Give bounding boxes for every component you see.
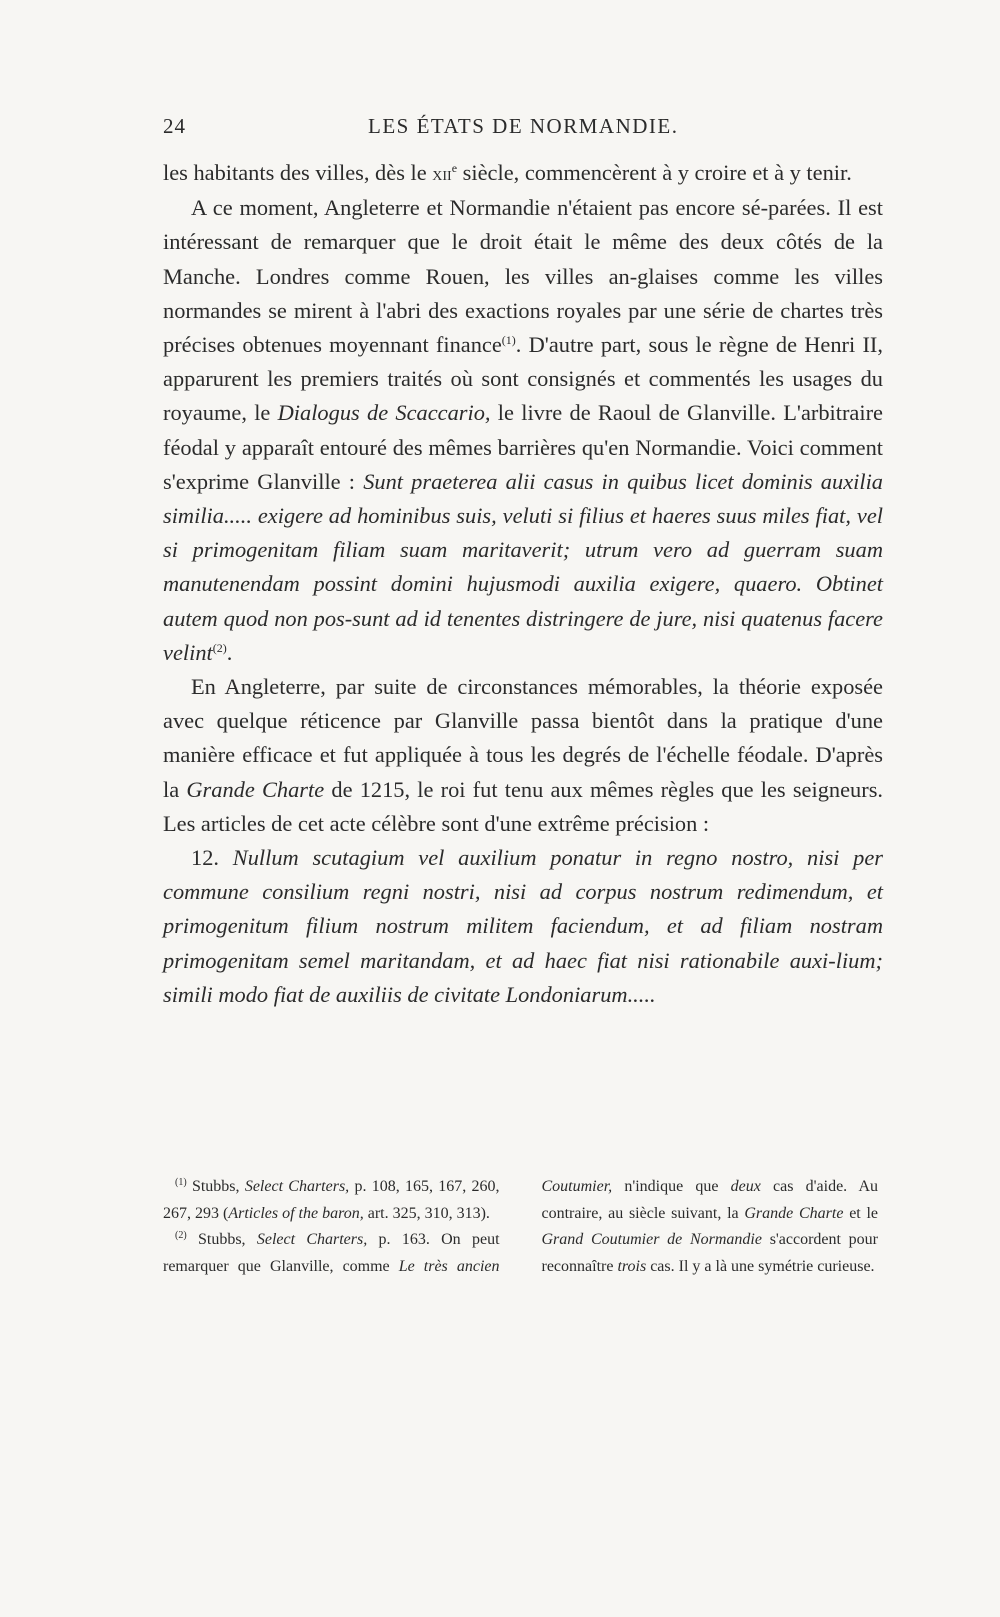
text: s'accordent pour reconnaître — [541, 1231, 879, 1275]
footnotes — [163, 1174, 878, 1280]
text: de 1215, le roi fut tenu aux mêmes règles que les seigneurs. Les articles de cet acte célèbre sont d'une extrême précision : — [163, 776, 883, 836]
text: A ce moment, Angleterre et Normandie n'étaient pas encore sé-parées. Il est intéressant de remarquer que le droit était le même des deux côtés de la Manche. Londres comme Rouen, les villes an-glaises comme les villes normandes se mirent à l'abri des exactions royales par une série de chartes très précises obtenues moyennant finance — [163, 195, 883, 358]
footnote-ref-2[interactable]: (2) — [212, 640, 227, 655]
emphasis: deux — [730, 1178, 761, 1195]
footnote-ref-1[interactable]: (1) — [501, 333, 516, 348]
running-title: LES ÉTATS DE NORMANDIE. — [368, 114, 679, 138]
footnote-mark: (1) — [175, 1177, 187, 1188]
text: Stubbs, — [191, 1178, 240, 1195]
text: cas. Il y a là une symétrie curieuse. — [650, 1257, 875, 1275]
work-title: Dialogus de Scaccario, — [277, 400, 491, 426]
text: siècle, commencèrent à y croire et à y tenir. — [462, 160, 852, 185]
footnote-mark: (2) — [175, 1230, 187, 1241]
text: le livre de Raoul de Glanville. L'arbitraire féodal y apparaît entouré des mêmes barrières qu'en Normandie. Voici comment s'exprime Glanville : — [163, 400, 883, 494]
article-number: 12. — [191, 845, 219, 871]
footnote-1 — [163, 1174, 500, 1227]
page-number: 24 — [163, 114, 186, 138]
work-title: Grand Coutumier de Normandie — [541, 1231, 762, 1248]
main-text — [163, 156, 883, 1012]
work-title: Articles of the baron, — [228, 1204, 364, 1222]
text: cas d'aide. Au contraire, au siècle suivant, la — [541, 1178, 879, 1222]
emphasis: trois — [617, 1257, 647, 1275]
work-title: Le très ancien Coutumier, — [398, 1178, 613, 1275]
paragraph-1 — [163, 156, 883, 191]
paragraph-2 — [163, 191, 883, 670]
work-title: Grande Charte — [744, 1204, 844, 1222]
text: En Angleterre, par suite de circonstances mémorables, la théorie exposée avec quelque réticence par Glanville passa bientôt dans la pratique d'une manière efficace et fut appliquée à tous les degrés de l'échelle féodale. D'après la — [163, 674, 883, 802]
text: et le — [849, 1204, 879, 1222]
work-title: Select Charters, — [256, 1231, 368, 1248]
text: p. 163. On peut remarquer que Glanville, comme — [163, 1231, 500, 1275]
work-title: Grande Charte — [186, 776, 325, 802]
text: Stubbs, — [197, 1231, 246, 1248]
page-header — [163, 114, 883, 148]
latin-quote: Nullum scutagium vel auxilium ponatur in regno nostro, nisi per commune consilium regni nostri, nisi ad corpus nostrum redimendum, et primogenitum filium nostrum militem faciendum, et ad filiam nostram primogenitam semel maritandam, et ad haec fiat nisi rationabile auxi-lium; simili modo fiat de auxiliis de civitate Londoniarum..... — [163, 845, 883, 1007]
text: art. 325, 310, 313). — [367, 1204, 490, 1222]
work-title: Select Charters, — [244, 1178, 350, 1195]
text: les habitants des villes, dès le — [163, 160, 427, 185]
century-numeral: xii — [432, 163, 452, 185]
text: . — [226, 639, 233, 665]
paragraph-3 — [163, 670, 883, 841]
text: p. 108, 165, 167, 260, 267, 293 ( — [163, 1178, 500, 1222]
latin-quote: Sunt praeterea alii casus in quibus licet dominis auxilia similia..... exigere ad hominibus suis, veluti si filius et haeres suus miles fiat, vel si primogenitam filiam suam maritaverit; utrum vero ad guerram suam manutenendam possint domini hujusmodi auxilia exigere, quaero. Obtinet autem quod non pos-sunt ad id tenentes distringere de jure, nisi quatenus facere velint — [163, 468, 883, 665]
text: n'indique que — [624, 1178, 719, 1195]
text: . D'autre part, sous le règne de Henri II, apparurent les premiers traités où sont consignés et commentés les usages du royaume, le — [163, 332, 883, 426]
paragraph-4 — [163, 841, 883, 1012]
superscript: e — [451, 161, 458, 175]
